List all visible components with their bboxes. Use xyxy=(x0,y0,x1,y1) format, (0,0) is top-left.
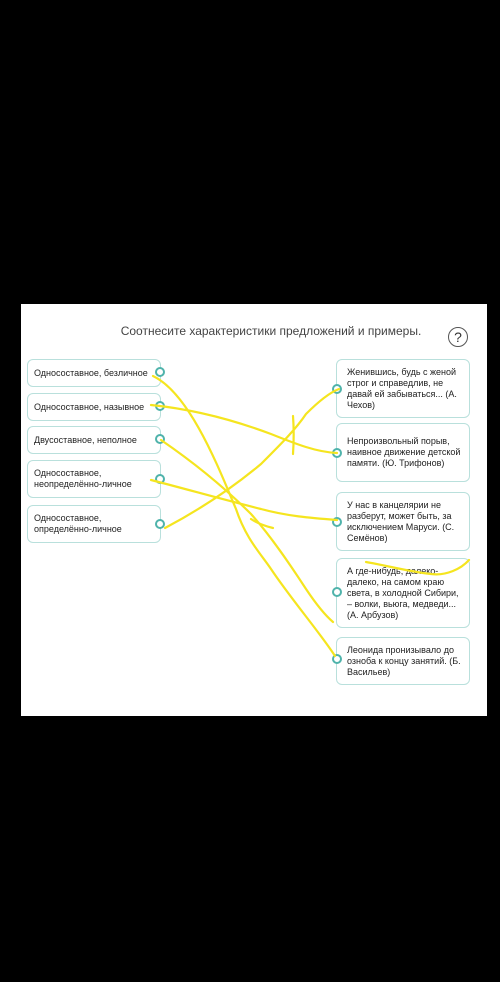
task-title: Соотнесите характеристики предложений и примеры. xyxy=(120,324,422,338)
right-connector-2[interactable] xyxy=(332,448,342,458)
left-item-4[interactable] xyxy=(27,460,161,498)
right-item-1[interactable] xyxy=(336,359,470,418)
right-connector-3[interactable] xyxy=(332,517,342,527)
left-item-label: Односоставное, назывное xyxy=(34,401,145,412)
right-item-label: У нас в канцелярии не разберут, может быть, за исключением Маруси. (С. Семёнов) xyxy=(347,499,455,543)
left-connector-5[interactable] xyxy=(155,519,165,529)
left-item-label: Односоставное, определённо-личное xyxy=(34,513,122,534)
annotation-line xyxy=(161,440,333,622)
help-icon[interactable]: ? xyxy=(448,327,468,347)
left-connector-3[interactable] xyxy=(155,434,165,444)
left-connector-4[interactable] xyxy=(155,474,165,484)
left-connector-1[interactable] xyxy=(155,367,165,377)
right-item-2[interactable] xyxy=(336,423,470,482)
left-item-3[interactable] xyxy=(27,426,161,454)
left-item-label: Односоставное, безличное xyxy=(34,367,148,378)
annotation-line xyxy=(293,416,294,454)
annotation-line xyxy=(151,405,337,453)
left-item-2[interactable] xyxy=(27,393,161,421)
right-connector-5[interactable] xyxy=(332,654,342,664)
left-item-5[interactable] xyxy=(27,505,161,543)
right-connector-1[interactable] xyxy=(332,384,342,394)
annotation-line xyxy=(153,376,335,656)
left-item-1[interactable] xyxy=(27,359,161,387)
annotation-line xyxy=(165,389,339,528)
annotation-line xyxy=(151,480,337,520)
right-item-4[interactable] xyxy=(336,558,470,628)
annotation-line xyxy=(251,519,273,528)
right-item-5[interactable] xyxy=(336,637,470,685)
right-item-3[interactable] xyxy=(336,492,470,551)
matching-panel xyxy=(21,304,487,716)
left-item-label: Односоставное, неопределённо-личное xyxy=(34,468,132,489)
right-item-label: Непроизвольный порыв, наивное движение детской памяти. (Ю. Трифонов) xyxy=(347,436,461,468)
right-item-label: А где-нибудь, далеко-далеко, на самом краю света, в холодной Сибири, – волки, вьюга, медведи... (А. Арбузов) xyxy=(347,565,459,620)
right-item-label: Леонида пронизывало до озноба к концу занятий. (Б. Васильев) xyxy=(347,644,461,677)
left-connector-2[interactable] xyxy=(155,401,165,411)
left-item-label: Двусоставное, неполное xyxy=(34,434,137,445)
right-connector-4[interactable] xyxy=(332,587,342,597)
right-item-label: Женившись, будь с женой строг и справедлив, не давай ей забываться... (А. Чехов) xyxy=(347,366,457,410)
